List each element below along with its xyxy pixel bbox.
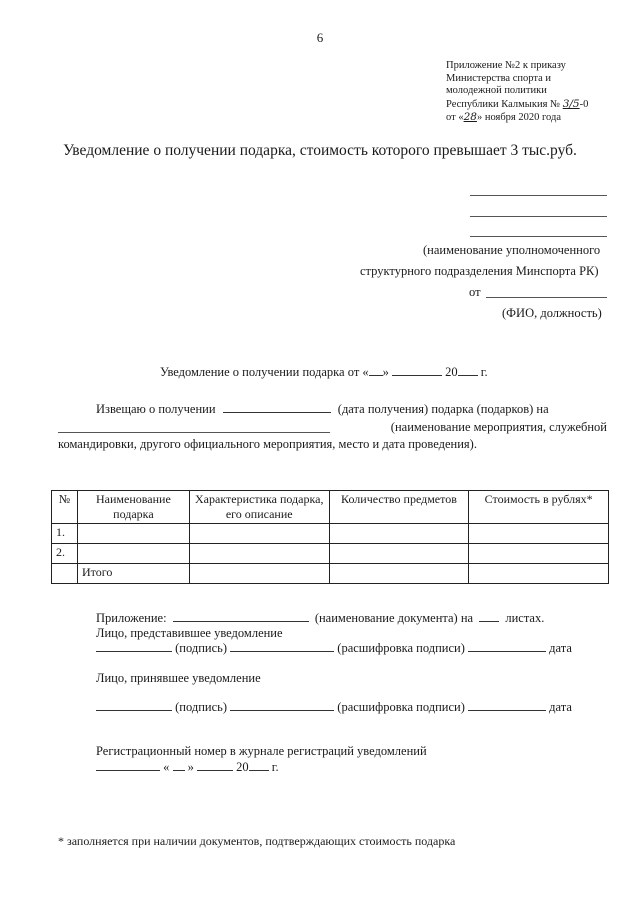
attachment-sheets-blank[interactable] — [479, 611, 499, 622]
appendix-order-suffix: -0 — [579, 98, 589, 110]
submitter-signature-blank[interactable] — [96, 641, 172, 652]
submitter-signature-caption: (подпись) — [175, 641, 228, 655]
registration-quote-open: « — [163, 760, 170, 774]
row-2-number: 2. — [52, 544, 78, 564]
row-1-quantity-cell[interactable] — [329, 524, 469, 544]
total-cost-cell[interactable] — [469, 564, 609, 584]
registration-month-blank[interactable] — [197, 760, 233, 771]
appendix-line-1: Приложение №2 к приказу — [446, 60, 566, 71]
registration-number-blank[interactable] — [96, 760, 160, 771]
addressee-line-1[interactable] — [470, 195, 607, 196]
total-quantity-cell[interactable] — [329, 564, 469, 584]
submitter-decode-blank[interactable] — [230, 641, 334, 652]
table-header-row — [52, 491, 609, 524]
notice-year: 20 — [445, 365, 458, 379]
attachment-sheets: листах. — [505, 611, 545, 625]
notice-year-blank[interactable] — [458, 365, 478, 376]
notice-line — [160, 365, 488, 380]
notice-quote-close: » — [382, 365, 389, 379]
registration-year: 20 — [236, 760, 249, 774]
registration-day-blank[interactable] — [173, 760, 185, 771]
total-label: Итого — [77, 564, 189, 584]
submitter-decode-caption: (расшифровка подписи) — [337, 641, 465, 655]
receiver-label: Лицо, принявшее уведомление — [96, 671, 261, 685]
footnote: * заполняется при наличии документов, подтверждающих стоимость подарка — [58, 834, 456, 848]
addressee-caption-2: структурного подразделения Минспорта РК) — [360, 264, 599, 278]
attachment-line — [96, 611, 544, 626]
table-total-row — [52, 564, 609, 584]
total-number — [52, 564, 78, 584]
submitter-signature-line — [96, 641, 572, 656]
row-1-description-cell[interactable] — [189, 524, 329, 544]
paragraph-line-3: командировки, другого официального мероприятия, место и дата проведения). — [58, 437, 477, 451]
receiver-signature-caption: (подпись) — [175, 700, 228, 714]
addressee-line-2[interactable] — [470, 216, 607, 217]
gift-table — [51, 490, 609, 584]
appendix-date-prefix: от « — [446, 112, 464, 123]
appendix-line-4 — [446, 98, 588, 112]
total-description-cell[interactable] — [189, 564, 329, 584]
submitter-date-blank[interactable] — [468, 641, 546, 652]
header-cost: Стоимость в рублях* — [469, 491, 609, 524]
receiver-date-caption: дата — [549, 700, 572, 714]
appendix-block — [446, 60, 588, 125]
from-caption: (ФИО, должность) — [502, 306, 602, 320]
row-1-cost-cell[interactable] — [469, 524, 609, 544]
addressee-caption-1: (наименование уполномоченного — [423, 243, 601, 257]
header-quantity: Количество предметов — [329, 491, 469, 524]
receiver-decode-caption: (расшифровка подписи) — [337, 700, 465, 714]
submitter-label: Лицо, представившее уведомление — [96, 626, 283, 640]
attachment-label: Приложение: — [96, 611, 167, 625]
attachment-doc-caption: (наименование документа) на — [314, 611, 474, 625]
row-2-quantity-cell[interactable] — [329, 544, 469, 564]
appendix-date-suffix: » ноября 2020 года — [476, 112, 561, 123]
appendix-order-prefix: Республики Калмыкия № — [446, 98, 561, 110]
from-line[interactable] — [486, 297, 607, 298]
paragraph-line-2: (наименование мероприятия, служебной — [390, 420, 607, 434]
appendix-line-5 — [446, 111, 588, 125]
registration-year-blank[interactable] — [249, 760, 269, 771]
header-number: № — [52, 491, 78, 524]
registration-suffix: г. — [271, 760, 279, 774]
attachment-doc-blank[interactable] — [173, 611, 309, 622]
registration-quote-close: » — [187, 760, 194, 774]
appendix-order-number: 3/5 — [562, 97, 580, 110]
registration-label: Регистрационный номер в журнале регистраций уведомлений — [96, 744, 427, 758]
addressee-line-3[interactable] — [470, 236, 607, 237]
notice-prefix: Уведомление о получении подарка от « — [160, 365, 369, 379]
row-1-number: 1. — [52, 524, 78, 544]
appendix-order-day: 28 — [463, 111, 477, 123]
notice-day-blank[interactable] — [369, 365, 383, 376]
event-name-blank[interactable] — [58, 432, 330, 433]
row-2-name-cell[interactable] — [77, 544, 189, 564]
submitter-date-caption: дата — [549, 641, 572, 655]
registration-line — [96, 760, 279, 775]
row-2-cost-cell[interactable] — [469, 544, 609, 564]
receipt-date-blank[interactable] — [223, 402, 331, 413]
row-1-name-cell[interactable] — [77, 524, 189, 544]
paragraph-line-1 — [96, 402, 549, 417]
table-row — [52, 524, 609, 544]
paragraph-intro: Извещаю о получении — [96, 402, 216, 416]
notice-suffix: г. — [480, 365, 488, 379]
paragraph-date-caption: (дата получения) подарка (подарков) на — [337, 402, 549, 416]
receiver-signature-line — [96, 700, 572, 715]
receiver-signature-blank[interactable] — [96, 700, 172, 711]
receiver-decode-blank[interactable] — [230, 700, 334, 711]
from-label: от — [469, 285, 481, 299]
row-2-description-cell[interactable] — [189, 544, 329, 564]
table-row — [52, 544, 609, 564]
page-number: 6 — [316, 30, 324, 45]
header-description: Характеристика подарка, его описание — [189, 491, 329, 524]
appendix-line-3: молодежной политики — [446, 85, 547, 96]
header-gift-name: Наименование подарка — [77, 491, 189, 524]
document-title: Уведомление о получении подарка, стоимость которого превышает 3 тыс.руб. — [63, 142, 577, 159]
notice-month-blank[interactable] — [392, 365, 442, 376]
receiver-date-blank[interactable] — [468, 700, 546, 711]
appendix-line-2: Министерства спорта и — [446, 72, 551, 84]
